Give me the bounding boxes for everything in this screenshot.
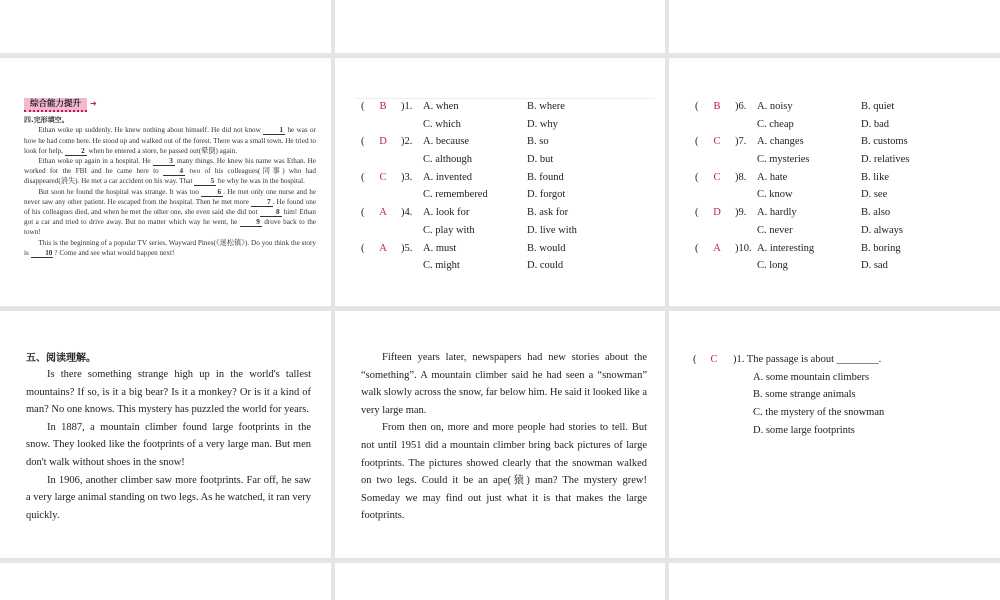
option-c: C. long (757, 260, 788, 272)
paren-open: ( (695, 207, 699, 219)
arrow-icon: ➜ (90, 99, 97, 108)
answer-mark: D (713, 207, 721, 219)
question-number: )8. (735, 171, 747, 183)
slide-cloze-passage[interactable] (0, 58, 331, 306)
slide-answers-6-10[interactable] (669, 58, 1000, 306)
answer-list (361, 98, 661, 275)
paren-open: ( (361, 136, 365, 148)
answer-row (695, 204, 995, 222)
cloze-paragraph: Ethan woke up again in a hospital. He 3 many things. He knew his name was Ethan. He worked for the FBI and he came here to 4 two of his colleagues(同事) who had disappeared(消失). He met a car accident on his way. That 5 be why he was in the hospital. (24, 157, 317, 186)
answer-mark: A (713, 242, 721, 254)
option-a: A. invented (423, 171, 472, 183)
option-d: D. but (527, 154, 554, 166)
reading-paragraph: Fifteen years later, newspapers had new stories about the “something”. A mountain climber said he had seen a “snowman” walk slowly across the snow, far below him. He said it looked like a very large man. (361, 352, 647, 416)
answer-mark: C (379, 171, 387, 183)
slide-reading-question[interactable] (669, 311, 1000, 558)
option-a: A. hardly (757, 207, 797, 219)
reading-column-1 (26, 349, 311, 524)
option-b: B. quiet (861, 101, 895, 112)
answer-row (695, 169, 995, 187)
option-c: C. although (423, 154, 472, 166)
answer-mark: B (379, 101, 387, 112)
paren-open: ( (695, 171, 699, 183)
option-a: A. because (423, 136, 470, 148)
answer-row (695, 186, 995, 204)
paren-open: ( (361, 171, 365, 183)
cloze-paragraph: This is the beginning of a popular TV series, Wayward Pines(《迷松镇》). Do you think the story is 10 ? Come and see what would happen next! (24, 238, 316, 257)
option-d: D. forgot (527, 189, 566, 201)
paren-open: ( (361, 101, 365, 112)
reading-paragraph: From then on, more and more people had stories to tell. But not until 1951 did a mountain climber bring back pictures of large footprints. The pictures showed clearly that the snowman walked on two legs. Could it be an ape(猿) man? The mystery grew! Someday we may find out just what it is that makes the large footprints. (361, 422, 647, 522)
cloze-section-title: 四.完形填空。 (24, 116, 69, 125)
option-d: D. bad (861, 118, 889, 130)
slide-reading-2[interactable] (335, 311, 665, 558)
answer-row (695, 133, 995, 151)
option-b: B. would (527, 242, 566, 254)
option-a: A. hate (757, 171, 788, 183)
answer-row (361, 133, 661, 151)
answer-list (695, 98, 995, 275)
question-stem: )1. The passage is about ________. (733, 354, 882, 365)
option-c: C. cheap (757, 118, 794, 130)
slide-bottom-right[interactable] (669, 563, 1000, 600)
option-d: D. see (861, 189, 888, 201)
answer-mark: D (379, 136, 387, 148)
question-option: D. some large footprints (753, 424, 855, 436)
answer-row (361, 169, 661, 187)
question-number: )2. (401, 136, 413, 148)
section-badge: 综合能力提升 (24, 98, 87, 112)
question-option: C. the mystery of the snowman (753, 407, 885, 419)
option-a: A. interesting (757, 242, 815, 254)
answer-mark: C (713, 171, 721, 183)
reading-paragraph: In 1906, another climber saw more footprints. Far off, he saw a very large animal standing on two legs. As he watched, it ran very quickly. (26, 474, 311, 521)
option-a: A. changes (757, 136, 804, 148)
option-c: C. play with (423, 224, 475, 236)
slide-bottom-middle[interactable] (335, 563, 665, 600)
slide-top-middle[interactable] (335, 0, 665, 53)
answer-mark: C (710, 354, 718, 365)
reading-question (693, 351, 983, 440)
option-a: A. noisy (757, 101, 793, 112)
answer-row (361, 98, 661, 116)
reading-section-title: 五、阅读理解。 (26, 353, 96, 364)
answer-row (361, 257, 661, 275)
option-c: C. might (423, 260, 460, 272)
option-c: C. never (757, 224, 793, 236)
answer-row (361, 204, 661, 222)
option-b: B. also (861, 207, 891, 219)
answer-row (695, 151, 995, 169)
answer-row (695, 257, 995, 275)
option-c: C. remembered (423, 189, 488, 201)
option-b: B. boring (861, 242, 901, 254)
reading-column-2 (361, 349, 647, 525)
option-a: A. look for (423, 207, 470, 219)
option-b: B. so (527, 136, 549, 148)
option-c: C. mysteries (757, 154, 810, 166)
slide-answers-1-5[interactable] (335, 58, 665, 306)
option-a: A. when (423, 101, 459, 112)
question-option: B. some strange animals (753, 389, 856, 401)
answer-row (695, 116, 995, 134)
option-b: B. ask for (527, 207, 569, 219)
option-c: C. which (423, 118, 461, 130)
question-number: )7. (735, 136, 747, 148)
question-number: )3. (401, 171, 413, 183)
answer-row (361, 240, 661, 258)
option-d: D. live with (527, 224, 577, 236)
answer-mark: A (379, 207, 387, 219)
answer-row (361, 116, 661, 134)
option-d: D. relatives (861, 154, 910, 166)
answer-mark: C (713, 136, 721, 148)
slide-bottom-left[interactable] (0, 563, 331, 600)
question-number: )6. (735, 101, 747, 112)
answer-mark: A (379, 242, 387, 254)
answer-row (361, 186, 661, 204)
question-number: )5. (401, 242, 413, 254)
paren-open: ( (695, 136, 699, 148)
reading-paragraph: In 1887, a mountain climber found large footprints in the snow. They looked like the footprints of a very large man. But men don't walk without shoes in the snow! (26, 421, 311, 468)
option-b: B. where (527, 101, 565, 112)
option-d: D. sad (861, 260, 888, 272)
reading-paragraph: Is there something strange high up in the world's tallest mountains? If so, is it a big bear? Is it a monkey? Or is it a kind of man? No one knows. This mystery has puzzled the world for years. (26, 369, 311, 416)
paren-open: ( (695, 101, 699, 112)
answer-mark: B (713, 101, 721, 112)
option-b: B. found (527, 171, 564, 183)
cloze-paragraph: Ethan woke up suddenly. He knew nothing about himself. He did not know 1 he was or how he had come here. He stood up and walked out of the forest. There was a small town. He tried to look for help, 2 when he entered a store, he passed out(晕倒) again. (24, 126, 317, 155)
option-b: B. like (861, 171, 889, 183)
option-d: D. could (527, 260, 564, 272)
question-number: )10. (735, 242, 752, 254)
slide-top-left[interactable] (0, 0, 331, 53)
answer-row (695, 98, 995, 116)
paren-open: ( (361, 207, 365, 219)
option-d: D. why (527, 118, 558, 130)
question-number: )4. (401, 207, 413, 219)
answer-row (361, 222, 661, 240)
answer-row (695, 240, 995, 258)
question-option: A. some mountain climbers (753, 371, 870, 383)
question-number: )9. (735, 207, 747, 219)
option-d: D. always (861, 224, 903, 236)
option-b: B. customs (861, 136, 908, 148)
slide-top-right[interactable] (669, 0, 1000, 53)
paren-open: ( (693, 354, 697, 365)
answer-row (695, 222, 995, 240)
cloze-passage (24, 98, 316, 258)
paren-open: ( (695, 242, 699, 254)
slide-reading-1[interactable] (0, 311, 331, 558)
option-a: A. must (423, 242, 457, 254)
cloze-paragraph: But soon he found the hospital was strange. It was too 6 . He met only one nurse and he never saw any other patient. He escaped from the hospital. Then he met more 7 . He found one of his colleagues died, and when he met the other one, she even said she did not 8 him! Ethan got a car and tried to drive away. But no matter which way he went, he 9 drove back to the town! (24, 187, 317, 237)
option-c: C. know (757, 189, 793, 201)
answer-row (361, 151, 661, 169)
paren-open: ( (361, 242, 365, 254)
question-number: )1. (401, 101, 413, 112)
